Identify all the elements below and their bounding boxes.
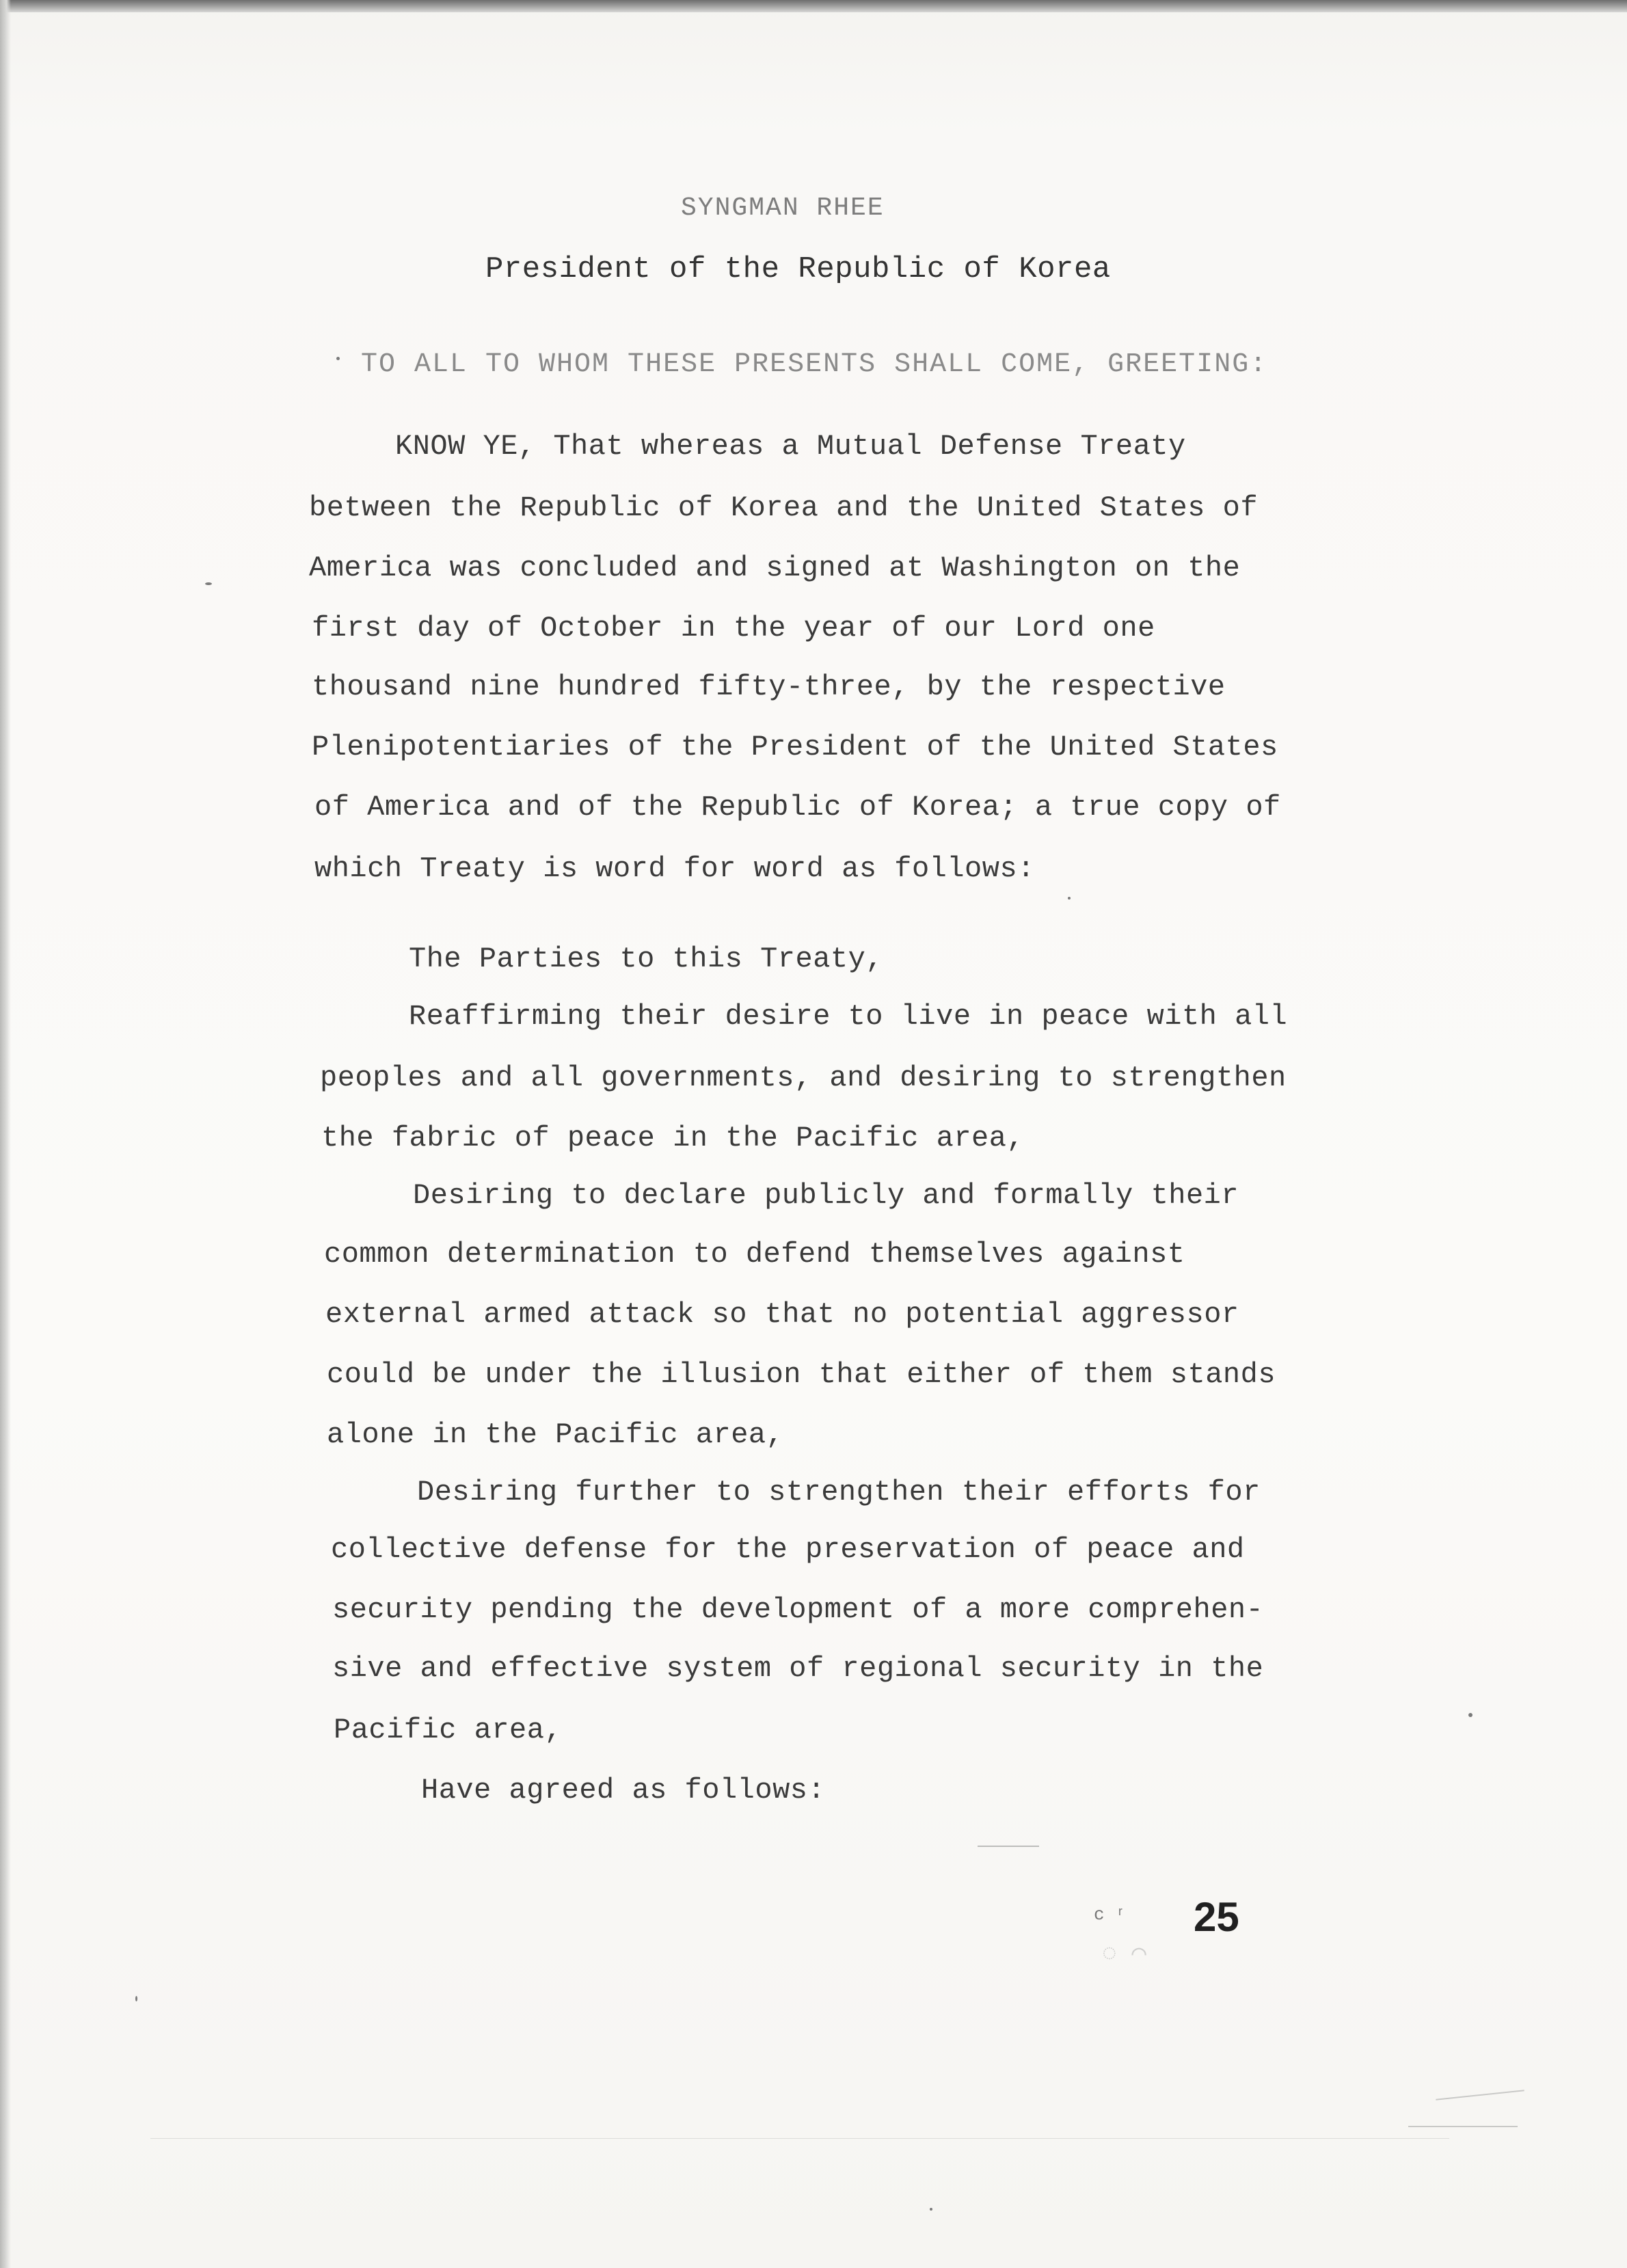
- body-line: common determination to defend themselves against: [324, 1238, 1185, 1271]
- body-line: first day of October in the year of our Lord one: [312, 612, 1155, 645]
- scan-fold-line: [150, 2138, 1449, 2139]
- scan-speck: [1068, 897, 1071, 900]
- scan-scratch: [1408, 2126, 1518, 2127]
- body-line: the fabric of peace in the Pacific area,: [321, 1122, 1025, 1155]
- body-line: Pacific area,: [334, 1714, 563, 1746]
- header-title: President of the Republic of Korea: [485, 252, 1111, 286]
- body-line: Desiring to declare publicly and formally their: [413, 1179, 1239, 1212]
- faint-stamp: ◌ ⌒: [1102, 1940, 1146, 1968]
- scan-speck: [930, 2208, 932, 2211]
- body-line: of America and of the Republic of Korea; a true copy of: [314, 791, 1281, 824]
- body-line: Reaffirming their desire to live in peace with all: [409, 1000, 1288, 1033]
- body-line: which Treaty is word for word as follows:: [314, 852, 1035, 885]
- body-line: Plenipotentiaries of the President of the United States: [312, 731, 1278, 764]
- greeting-line: TO ALL TO WHOM THESE PRESENTS SHALL COME, GREETING:: [361, 349, 1268, 380]
- scan-speck: [1468, 1713, 1473, 1717]
- header-name: SYNGMAN RHEE: [681, 193, 885, 223]
- page-mark: ᴄ ʳ: [1094, 1904, 1126, 1925]
- scan-left-edge: [0, 0, 11, 2268]
- scan-speck: [336, 357, 340, 360]
- body-line: KNOW YE, That whereas a Mutual Defense Treaty: [395, 430, 1186, 463]
- scan-speck: [205, 582, 212, 585]
- scan-top-edge: [0, 0, 1627, 12]
- scan-dotted-mark: [978, 1846, 1039, 1847]
- body-line: alone in the Pacific area,: [327, 1418, 784, 1451]
- body-line: could be under the illusion that either of them stands: [327, 1358, 1276, 1391]
- body-line: peoples and all governments, and desiring to strengthen: [320, 1062, 1287, 1094]
- body-line: Have agreed as follows:: [421, 1774, 826, 1807]
- page-number: 25: [1194, 1894, 1239, 1940]
- body-line: between the Republic of Korea and the United States of: [309, 491, 1259, 524]
- scan-speck: [135, 1996, 137, 2001]
- body-line: collective defense for the preservation of peace and: [331, 1533, 1245, 1566]
- body-line: security pending the development of a more comprehen-: [332, 1593, 1264, 1626]
- body-line: external armed attack so that no potential aggressor: [325, 1298, 1239, 1331]
- body-line: The Parties to this Treaty,: [409, 943, 884, 975]
- body-line: sive and effective system of regional security in the: [332, 1652, 1264, 1685]
- body-line: Desiring further to strengthen their efforts for: [417, 1476, 1261, 1509]
- body-line: thousand nine hundred fifty-three, by the respective: [312, 671, 1226, 703]
- body-line: America was concluded and signed at Washington on the: [309, 552, 1241, 584]
- scan-scratch: [1436, 2090, 1524, 2101]
